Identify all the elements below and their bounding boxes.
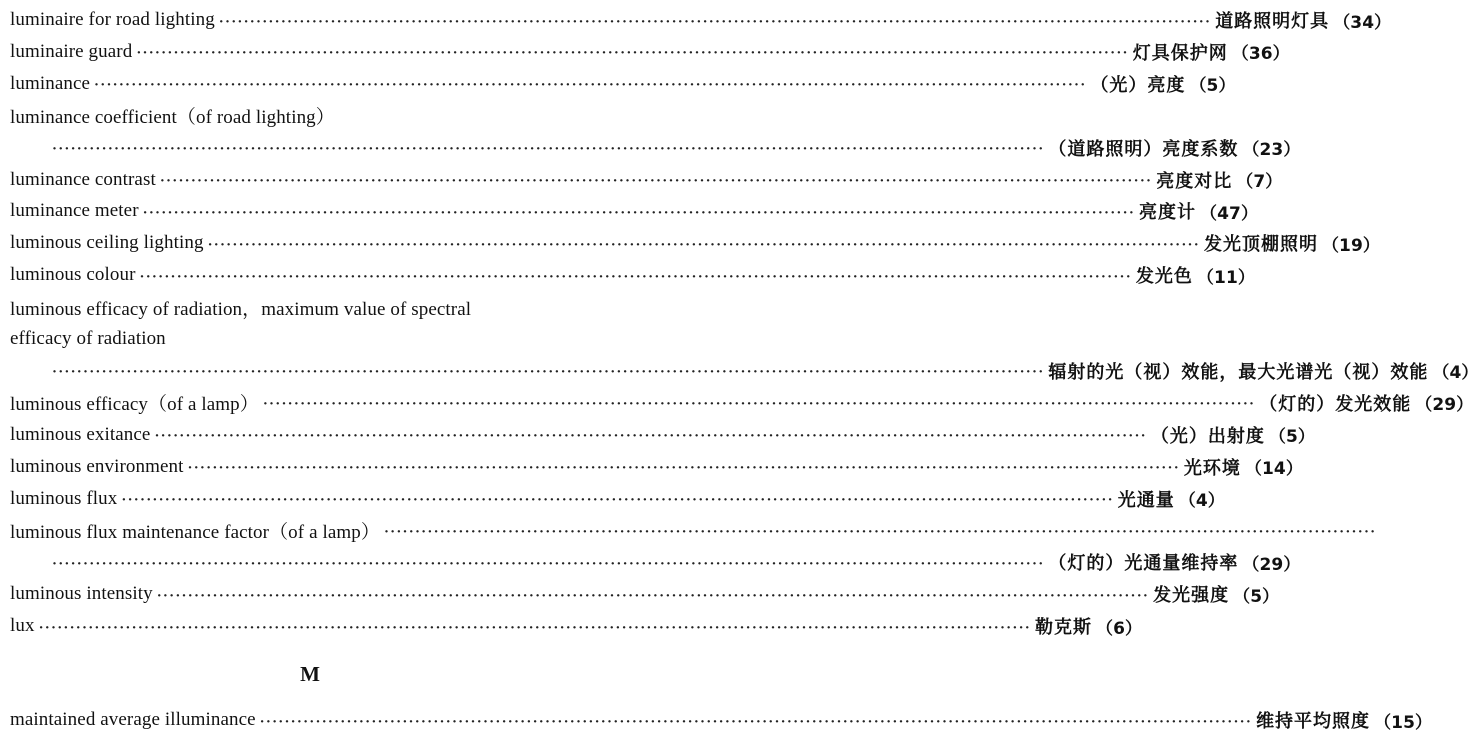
- index-line: [48, 546, 1301, 578]
- page-number: （29）: [1242, 554, 1301, 575]
- english-term: luminance coefficient（of road lighting）: [10, 107, 335, 129]
- page-number: （11）: [1196, 267, 1255, 288]
- english-term: luminous flux: [10, 487, 118, 509]
- index-line: [10, 100, 606, 132]
- chinese-term: （光）亮度: [1090, 74, 1186, 96]
- leader-dots: ································································································································································: [156, 587, 1150, 604]
- chinese-term: （光）出射度: [1150, 425, 1265, 447]
- leader-dots: ································································································································································: [136, 45, 1129, 62]
- page-number: （34）: [1333, 12, 1392, 33]
- english-term: luminous colour: [10, 264, 136, 286]
- chinese-term: 光环境: [1183, 457, 1241, 479]
- page-number: （5）: [1268, 427, 1316, 448]
- english-term: luminous flux maintenance factor（of a lamp）: [10, 521, 380, 543]
- leader-dots: ································································································································································: [207, 236, 1200, 253]
- leader-dots: ································································································································································: [154, 428, 1147, 445]
- chinese-term: （道路照明）亮度系数: [1048, 138, 1239, 160]
- english-term: luminous environment: [10, 455, 184, 477]
- index-line: [10, 36, 1290, 68]
- english-term: luminaire for road lighting: [10, 9, 215, 30]
- index-line: [10, 291, 606, 323]
- chinese-term: 辐射的光（视）效能，最大光谱光（视）效能: [1048, 361, 1429, 383]
- chinese-term: 发光色: [1135, 266, 1193, 288]
- chinese-term: 发光强度: [1153, 585, 1230, 607]
- chinese-term: 维持平均照度: [1256, 711, 1371, 732]
- chinese-term: 光通量: [1117, 489, 1175, 511]
- page-number: （5）: [1233, 586, 1280, 607]
- english-term: luminance: [10, 72, 91, 94]
- leader-dots: ································································································································································: [52, 364, 1045, 381]
- chinese-term: （灯的）发光效能: [1259, 393, 1412, 415]
- english-term: luminance meter: [10, 200, 139, 222]
- leader-dots: ································································································································································: [218, 13, 1212, 30]
- english-term: luminance contrast: [10, 168, 156, 190]
- leader-dots: ································································································································································: [139, 268, 1132, 285]
- english-term: luminous efficacy of radiation，maximum value of spectral: [10, 298, 472, 320]
- section-heading: M: [300, 662, 320, 686]
- page-number: （15）: [1374, 712, 1433, 733]
- index-line: [10, 4, 1392, 36]
- index-line: [10, 451, 1303, 483]
- page-number: （36）: [1231, 44, 1290, 65]
- english-term: efficacy of radiation: [10, 328, 166, 349]
- chinese-term: 勒克斯: [1034, 617, 1092, 639]
- english-term: luminous intensity: [10, 583, 153, 605]
- index-line: [10, 259, 1255, 291]
- index-line: [10, 419, 1316, 451]
- english-term: maintained average illuminance: [10, 709, 256, 730]
- chinese-term: 发光顶棚照明: [1203, 234, 1318, 256]
- index-line: [10, 68, 1236, 100]
- leader-dots: ································································································································································: [262, 396, 1256, 413]
- page-number: （14）: [1244, 459, 1303, 480]
- chinese-term: 亮度对比: [1156, 170, 1233, 192]
- leader-dots: ································································································································································: [142, 204, 1136, 221]
- page-number: （4）: [1432, 363, 1479, 384]
- english-term: lux: [10, 615, 35, 637]
- index-line: [10, 483, 1225, 515]
- chinese-term: 灯具保护网: [1132, 42, 1228, 64]
- index-line: [10, 578, 1280, 610]
- page-number: （6）: [1095, 618, 1143, 639]
- page-number: （7）: [1236, 172, 1283, 192]
- index-line: [10, 610, 1143, 642]
- index-line: [10, 227, 1381, 259]
- leader-dots: ································································································································································: [159, 173, 1153, 189]
- index-line: [48, 355, 1479, 387]
- page-number: （19）: [1321, 235, 1381, 256]
- page-number: （4）: [1178, 491, 1225, 511]
- english-term: luminous ceiling lighting: [10, 232, 204, 254]
- english-term: luminaire guard: [10, 40, 133, 62]
- page-number: （29）: [1415, 395, 1474, 416]
- chinese-term: 亮度计: [1139, 202, 1197, 224]
- leader-dots: ································································································································································: [383, 523, 1377, 540]
- page-number: （23）: [1242, 140, 1301, 161]
- index-line: [10, 323, 606, 355]
- leader-dots: ································································································································································: [52, 555, 1045, 572]
- chinese-term: （灯的）光通量维持率: [1048, 553, 1239, 575]
- leader-dots: ································································································································································: [259, 713, 1253, 730]
- index-line: [10, 195, 1259, 227]
- leader-dots: ································································································································································: [94, 77, 1087, 94]
- index-line: [10, 387, 1474, 419]
- page-number: （5）: [1189, 76, 1236, 97]
- index-line: [10, 164, 1283, 196]
- english-term: luminous efficacy（of a lamp）: [10, 394, 259, 416]
- leader-dots: ································································································································································: [38, 619, 1031, 636]
- index-line: [48, 132, 1301, 164]
- chinese-term: 道路照明灯具: [1215, 11, 1330, 32]
- page-number: （47）: [1200, 203, 1259, 224]
- english-term: luminous exitance: [10, 423, 151, 445]
- index-line: [10, 704, 1433, 736]
- leader-dots: ································································································································································: [121, 492, 1114, 508]
- index-line: [10, 514, 1377, 546]
- leader-dots: ································································································································································: [187, 460, 1180, 477]
- leader-dots: ································································································································································: [52, 141, 1045, 158]
